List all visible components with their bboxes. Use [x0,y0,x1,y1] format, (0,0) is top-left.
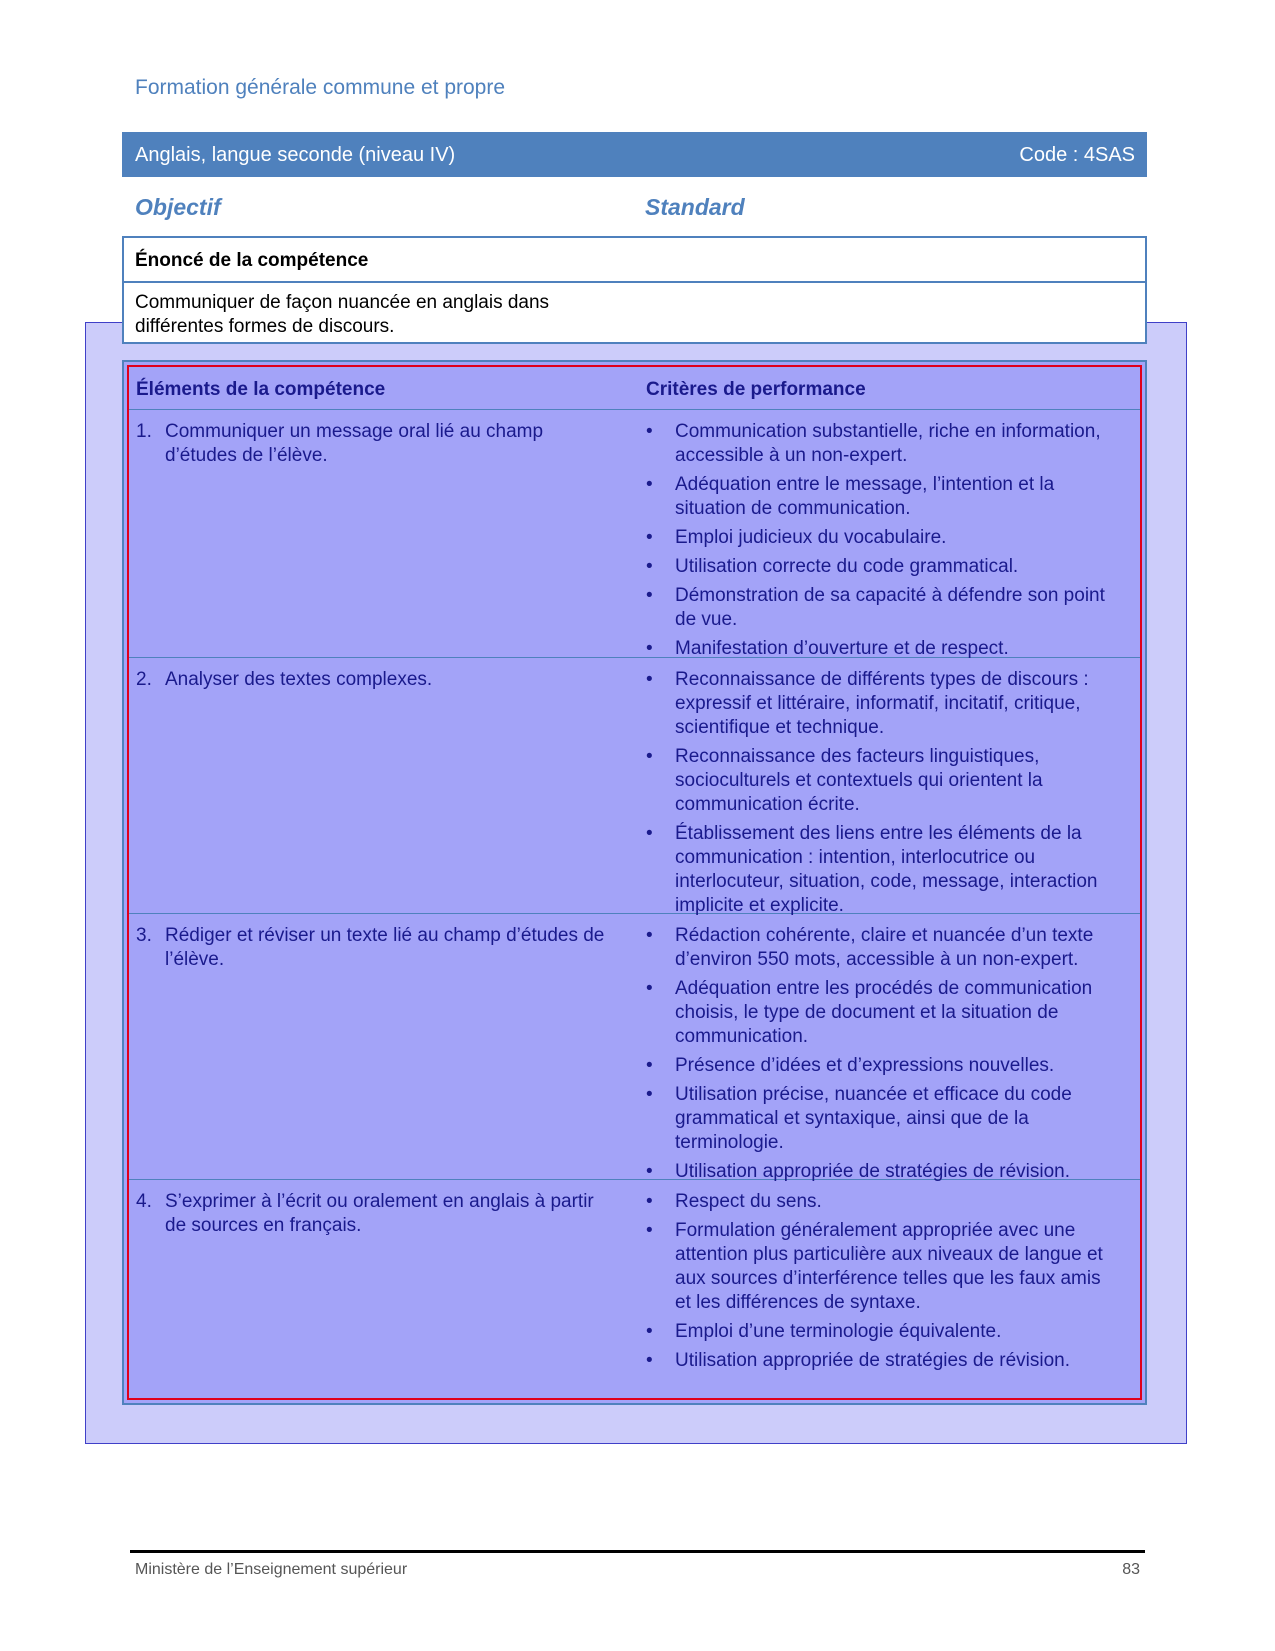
page-number: 83 [1122,1561,1140,1578]
bullet-icon: • [646,1220,653,1241]
element-text: S’exprimer à l’écrit ou oralement en anglais à partir de sources en français. [165,1191,594,1236]
criterion-item: • Établissement des liens entre les éléments de la communication : intention, interlocutrice ou interlocuteur, situation, code, message, interaction implicite et explicite. [646,823,1098,916]
element-number: 3. [136,925,152,946]
criteria-list [646,1190,1106,1378]
element-number: 4. [136,1191,152,1212]
bullet-icon: • [646,823,653,844]
element-cell [136,1190,606,1238]
criterion-item: • Utilisation précise, nuancée et efficace du code grammatical et syntaxique, ainsi que de la terminologie. [646,1084,1072,1153]
footer-ministry: Ministère de l’Enseignement supérieur [135,1561,408,1578]
course-title-bar [122,132,1147,177]
table-row [129,1180,1140,1402]
element-text: Communiquer un message oral lié au champ d’études de l’élève. [165,421,544,466]
criteria-list [646,420,1106,666]
criterion-item: • Utilisation appropriée de stratégies de révision. [646,1161,1070,1182]
criterion-item: • Formulation généralement appropriée avec une attention plus particulière aux niveaux de langue et aux sources d’interférence telles que les faux amis et les différences de syntaxe. [646,1220,1103,1313]
course-title: Anglais, langue seconde (niveau IV) [135,144,456,166]
criterion-item: • Emploi d’une terminologie équivalente. [646,1321,1002,1342]
criterion-item: • Manifestation d’ouverture et de respect. [646,638,1009,659]
bullet-icon: • [646,556,653,577]
element-cell [136,420,606,468]
enonce-text: Communiquer de façon nuancée en anglais dans différentes formes de discours. [135,292,550,337]
criteria-list [646,924,1106,1189]
enonce-box [122,236,1147,344]
competence-table [122,360,1147,1405]
element-number: 2. [136,669,152,690]
element-cell [136,668,606,692]
bullet-icon: • [646,585,653,606]
table-row [129,410,1140,658]
bullet-icon: • [646,421,653,442]
bullet-icon: • [646,746,653,767]
section-header: Formation générale commune et propre [135,76,506,99]
element-cell [136,924,606,972]
bullet-icon: • [646,1191,653,1212]
bullet-icon: • [646,474,653,495]
criterion-item: • Rédaction cohérente, claire et nuancée d’un texte d’environ 550 mots, accessible à un non-expert. [646,925,1094,970]
enonce-title: Énoncé de la compétence [135,250,369,271]
bullet-icon: • [646,1350,653,1371]
objectif-heading: Objectif [135,194,221,220]
criterion-item: • Reconnaissance des facteurs linguistiques, socioculturels et contextuels qui orientent la communication écrite. [646,746,1043,815]
element-text: Rédiger et réviser un texte lié au champ d’études de l’élève. [165,925,605,970]
course-code: Code : 4SAS [1019,144,1135,166]
bullet-icon: • [646,1084,653,1105]
criterion-item: • Communication substantielle, riche en information, accessible à un non-expert. [646,421,1101,466]
table-row [129,914,1140,1180]
element-text: Analyser des textes complexes. [165,669,433,690]
criterion-item: • Adéquation entre les procédés de communication choisis, le type de document et la situation de communication. [646,978,1093,1047]
standard-heading: Standard [645,194,745,220]
enonce-header [124,238,1145,283]
criterion-item: • Utilisation correcte du code grammatical. [646,556,1019,577]
bullet-icon: • [646,978,653,999]
bullet-icon: • [646,638,653,659]
element-number: 1. [136,421,152,442]
criteria-list [646,668,1106,923]
bullet-icon: • [646,925,653,946]
footer-rule [130,1550,1145,1553]
table-header [129,367,1140,410]
column-header-elements: Éléments de la compétence [136,379,386,400]
competence-table-inner [127,365,1142,1400]
criterion-item: • Emploi judicieux du vocabulaire. [646,527,947,548]
column-header-criteres: Critères de performance [646,379,866,400]
criterion-item: • Utilisation appropriée de stratégies de révision. [646,1350,1070,1371]
bullet-icon: • [646,669,653,690]
table-row [129,658,1140,914]
criterion-item: • Présence d’idées et d’expressions nouvelles. [646,1055,1055,1076]
bullet-icon: • [646,527,653,548]
criterion-item: • Respect du sens. [646,1191,822,1212]
bullet-icon: • [646,1161,653,1182]
criterion-item: • Adéquation entre le message, l’intention et la situation de communication. [646,474,1055,519]
criterion-item: • Reconnaissance de différents types de discours : expressif et littéraire, informatif, incitatif, critique, scientifique et technique. [646,669,1089,738]
criterion-item: • Démonstration de sa capacité à défendre son point de vue. [646,585,1105,630]
bullet-icon: • [646,1055,653,1076]
bullet-icon: • [646,1321,653,1342]
